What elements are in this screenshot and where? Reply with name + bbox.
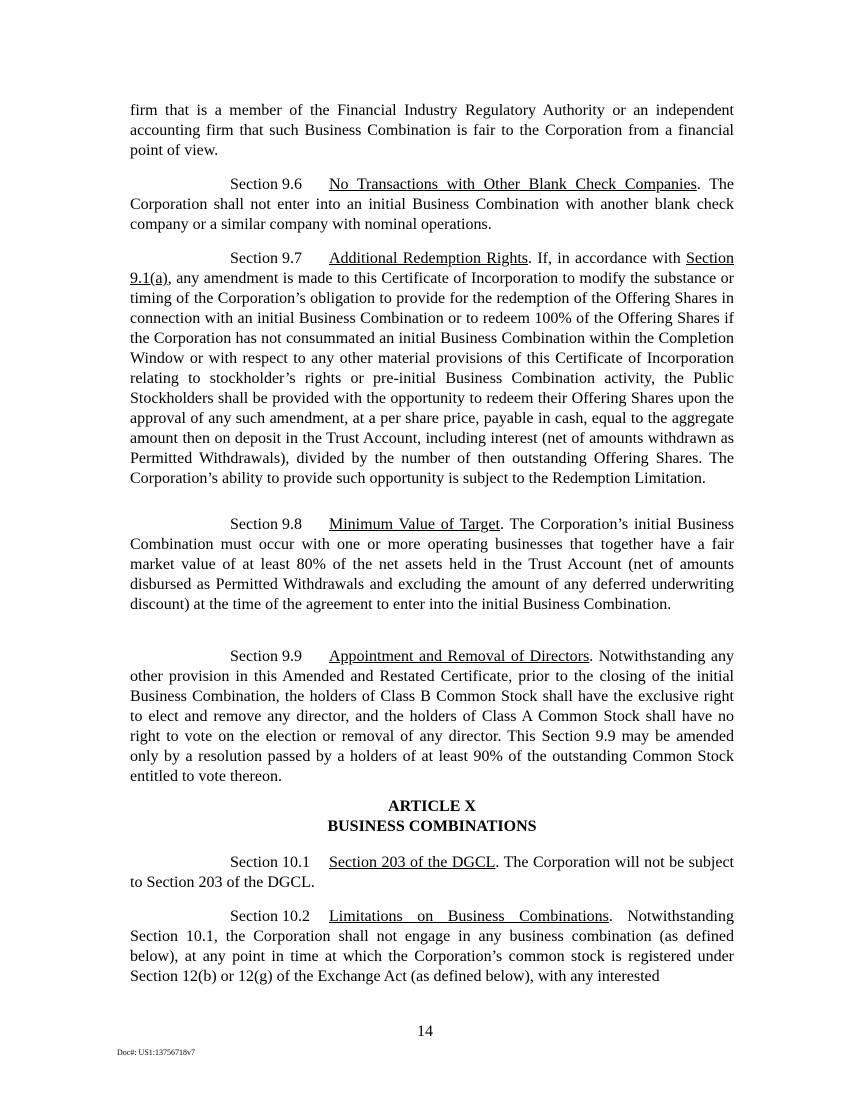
section-text: . The Corporation will not be subject to Section 203 of the DGCL.: [130, 854, 734, 891]
section-number: Section 10.1: [230, 854, 310, 871]
section-title: Section 203 of the DGCL: [329, 854, 496, 871]
section-number: Section 10.2: [230, 908, 310, 925]
section-number: Section 9.7: [230, 250, 302, 267]
section-9-7: [130, 249, 734, 489]
section-title: No Transactions with Other Blank Check Companies: [329, 176, 697, 193]
section-reference-link: Section 9.1(a): [130, 250, 734, 287]
section-10-1: [130, 853, 734, 893]
section-text: . The Corporation’s initial Business Combination must occur with one or more operating businesses that together have a fair market value of at least 80% of the net assets held in the Trust Account (net of amounts disbursed as Permitted Withdrawals and excluding the amount of any deferred underwriting discount) at the time of the agreement to enter into the initial Business Combination.: [130, 516, 735, 613]
section-text: . If, in accordance with: [528, 250, 686, 267]
section-9-8: [130, 515, 734, 615]
article-number: ARTICLE X: [388, 798, 476, 815]
section-number: Section 9.6: [230, 176, 302, 193]
paragraph-text: firm that is a member of the Financial Industry Regulatory Authority or an independent accounting firm that such Business Combination is fair to the Corporation from a financial point of view.: [130, 102, 734, 159]
section-title: Minimum Value of Target: [329, 516, 500, 533]
paragraph-continuation: [130, 101, 734, 161]
section-10-2: [130, 907, 734, 987]
article-title: BUSINESS COMBINATIONS: [327, 818, 537, 835]
section-number: Section 9.9: [230, 648, 302, 665]
section-9-6: [130, 175, 734, 235]
section-title: Appointment and Removal of Directors: [329, 648, 590, 665]
section-text: . Notwithstanding Section 10.1, the Corporation shall not engage in any business combination (as defined below), at any point in time at which the Corporation’s common stock is registered under Section 12(b) or 12(g) of the Exchange Act (as defined below), with any interested: [130, 908, 734, 985]
section-text: . The Corporation shall not enter into an initial Business Combination with another blank check company or a similar company with nominal operations.: [130, 176, 734, 233]
section-9-9: [130, 647, 734, 787]
section-title: Limitations on Business Combinations: [329, 908, 609, 925]
section-number: Section 9.8: [230, 516, 302, 533]
document-id-footer: Doc#: US1:13756718v7: [117, 1048, 195, 1057]
section-text: . Notwithstanding any other provision in this Amended and Restated Certificate, prior to the closing of the initial Business Combination, the holders of Class B Common Stock shall have the exclusive right to elect and remove any director, and the holders of Class A Common Stock shall have no right to vote on the election or removal of any director. This Section 9.9 may be amended only by a resolution passed by a holders of at least 90% of the outstanding Common Stock entitled to vote thereon.: [130, 648, 735, 785]
section-title: Additional Redemption Rights: [329, 250, 529, 267]
article-heading: [130, 797, 734, 837]
section-text-continued: , any amendment is made to this Certificate of Incorporation to modify the substance or timing of the Corporation’s obligation to provide for the redemption of the Offering Shares in connection with an initial Business Combination or to redeem 100% of the Offering Shares if the Corporation has not consummated an initial Business Combination within the Completion Window or with respect to any other material provisions of this Certificate of Incorporation relating to stockholder’s rights or pre-initial Business Combination activity, the Public Stockholders shall be provided with the opportunity to redeem their Offering Shares upon the approval of any such amendment, at a per share price, payable in cash, equal to the aggregate amount then on deposit in the Trust Account, including interest (net of amounts withdrawn as Permitted Withdrawals), divided by the number of then outstanding Offering Shares. The Corporation’s ability to provide such opportunity is subject to the Redemption Limitation.: [130, 270, 734, 487]
page-number: 14: [417, 1023, 433, 1040]
